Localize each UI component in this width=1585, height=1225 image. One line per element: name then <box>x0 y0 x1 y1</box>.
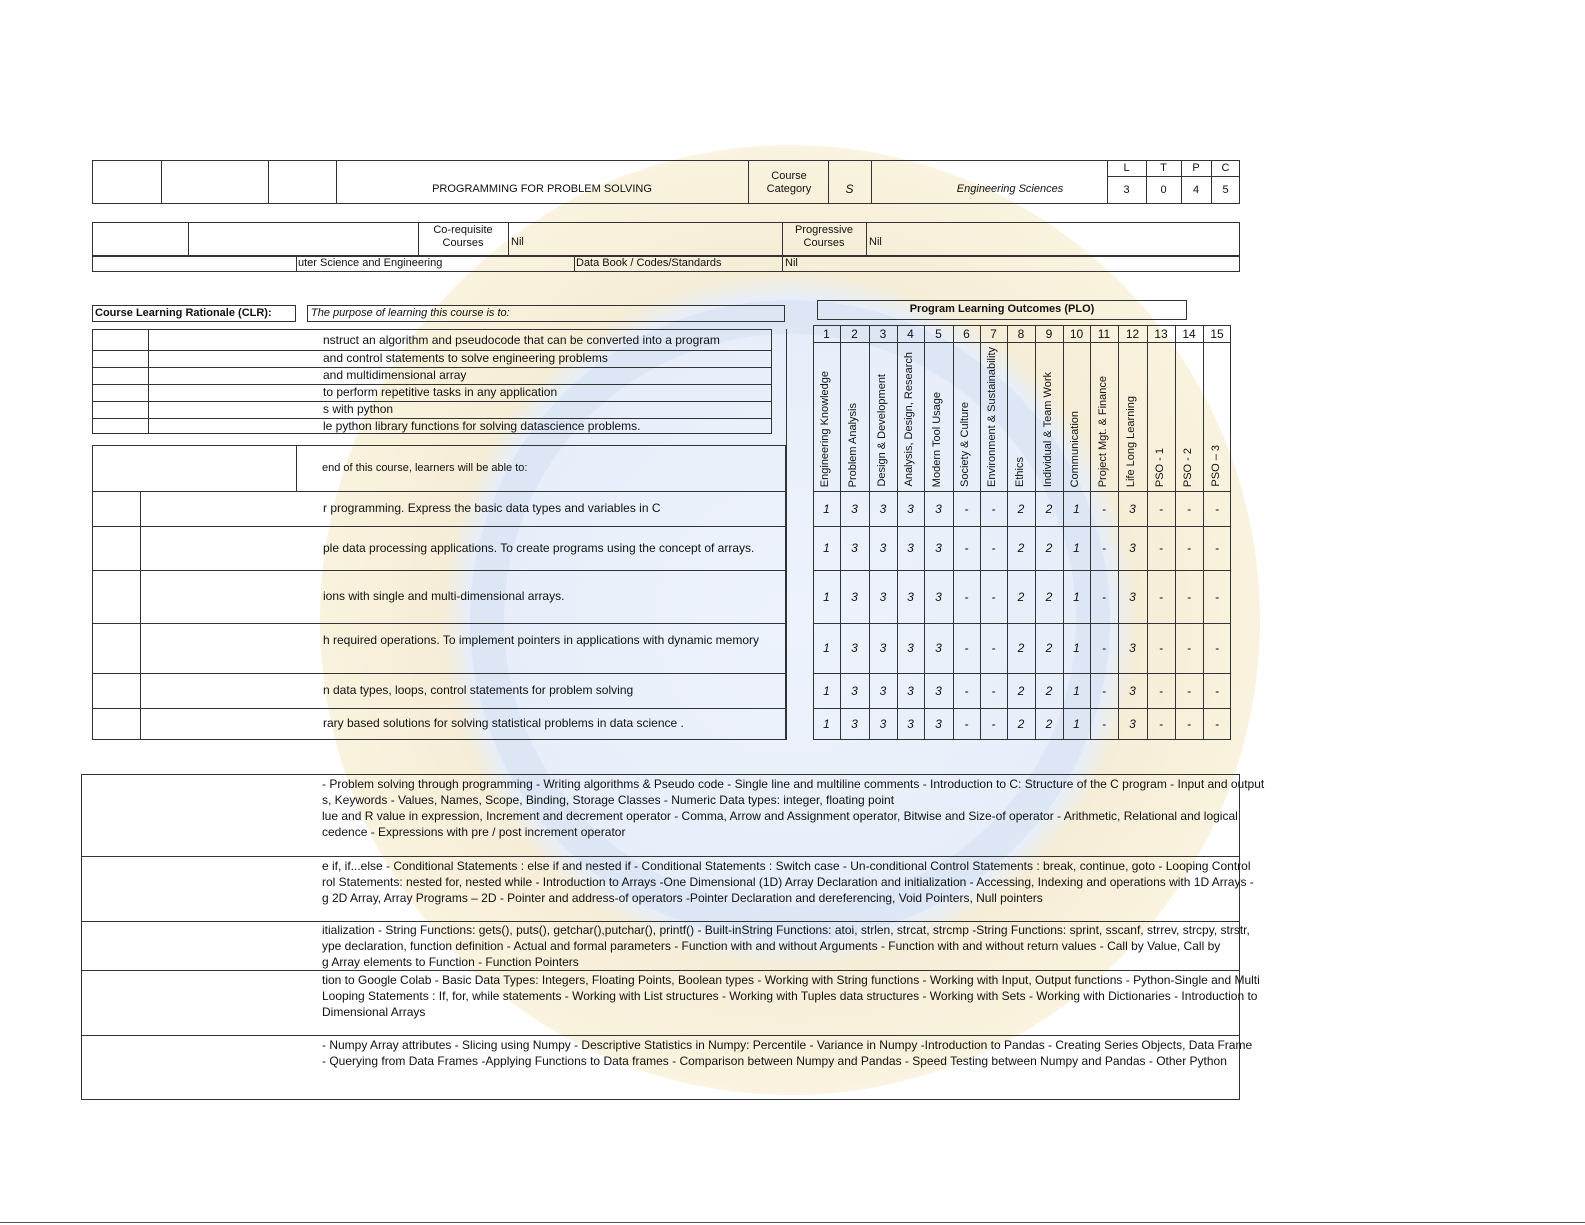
plo-cell: 2 <box>1017 683 1025 698</box>
plo-number: 8 <box>1017 327 1025 341</box>
plo-outcome-label: PSO - 1 <box>1154 447 1166 487</box>
plo-cell: 1 <box>823 501 830 516</box>
prerequisite-table <box>92 222 1240 256</box>
plo-cell: - <box>1187 641 1191 655</box>
databook-value: Nil <box>785 257 798 269</box>
plo-cell: 3 <box>907 683 914 698</box>
ltpc-label-p: P <box>1192 162 1200 174</box>
clr-item: le python library functions for solving datascience problems. <box>323 419 641 433</box>
plo-number: 13 <box>1154 327 1168 341</box>
plo-outcome-label: Environment & Sustainability <box>986 346 998 487</box>
plo-number: 10 <box>1069 327 1084 341</box>
plo-cell: - <box>1159 541 1163 555</box>
plo-number: 14 <box>1182 327 1196 341</box>
clo-item: h required operations. To implement pointers in applications with dynamic memory <box>323 633 759 647</box>
plo-outcome-label: Individual & Team Work <box>1042 371 1054 487</box>
plo-cell: 3 <box>851 717 858 731</box>
ltpc-label-t: T <box>1160 162 1167 174</box>
plo-number: 5 <box>935 327 942 341</box>
plo-cell: 3 <box>879 683 887 698</box>
plo-number: 11 <box>1097 327 1111 341</box>
plo-cell: 1 <box>1073 589 1080 604</box>
plo-outcome-label: Life Long Learning <box>1125 395 1137 487</box>
plo-cell: 1 <box>1073 641 1080 655</box>
plo-cell: 3 <box>851 589 858 604</box>
plo-cell: 1 <box>1073 501 1080 516</box>
plo-cell: 3 <box>1129 589 1136 604</box>
unit-line: ype declaration, function definition - Actual and formal parameters - Function with and without Arguments - Function with and without return values - Call by Value, Call by <box>322 939 1221 953</box>
plo-outcome-label: Engineering Knowledge <box>819 370 831 487</box>
plo-cell: - <box>1215 717 1219 731</box>
unit-line: Dimensional Arrays <box>322 1005 426 1019</box>
plo-cell: 3 <box>935 717 942 731</box>
plo-cell: 2 <box>1045 641 1053 655</box>
plo-cell: 3 <box>851 683 858 698</box>
plo-cell: - <box>1187 541 1191 555</box>
plo-cell: - <box>1159 589 1163 604</box>
course-category-label: Course Category <box>766 170 812 195</box>
plo-cell: 3 <box>935 589 942 604</box>
plo-number: 1 <box>823 327 830 341</box>
page-bottom-rule <box>0 1222 1585 1223</box>
plo-cell: 2 <box>1045 683 1053 698</box>
plo-cell: 3 <box>879 641 887 655</box>
plo-cell: - <box>1215 541 1219 555</box>
plo-cell: - <box>1102 683 1106 698</box>
plo-cell: - <box>964 683 969 698</box>
plo-number: 6 <box>963 327 970 341</box>
progressive-value: Nil <box>869 236 882 248</box>
plo-cell: 1 <box>1073 541 1080 555</box>
plo-cell: - <box>1102 589 1106 604</box>
plo-outcome-label: Design & Development <box>876 374 888 487</box>
plo-cell: 3 <box>1129 501 1136 516</box>
plo-cell: 2 <box>1045 717 1053 731</box>
plo-cell: 3 <box>935 683 942 698</box>
plo-cell: 2 <box>1045 541 1053 555</box>
unit-line: s, Keywords - Values, Names, Scope, Binding, Storage Classes - Numeric Data types: integer, floating point <box>322 793 895 807</box>
section-divider <box>786 329 787 740</box>
plo-cell: - <box>991 501 996 516</box>
plo-number: 7 <box>990 327 997 341</box>
ltpc-value-c: 5 <box>1222 184 1229 196</box>
plo-cell: - <box>964 717 969 731</box>
unit-line: lue and R value in expression, Increment and decrement operator - Comma, Arrow and Assignment operator, Bitwise and Size-of operator - Arithmetic, Relational and logical <box>322 809 1238 823</box>
plo-cell: 3 <box>1129 541 1136 555</box>
clr-item: and control statements to solve engineering problems <box>323 351 608 365</box>
plo-number: 2 <box>851 327 858 341</box>
plo-cell: - <box>1159 717 1163 731</box>
plo-cell: - <box>991 541 996 555</box>
plo-cell: 3 <box>935 541 942 555</box>
plo-cell: 3 <box>1129 683 1136 698</box>
plo-cell: 2 <box>1045 501 1053 516</box>
plo-outcome-label: PSO - 2 <box>1182 447 1194 487</box>
unit-line: Looping Statements : If, for, while statements - Working with List structures - Working with Tuples data structures - Working with Sets - Working with Dictionaries - Introduction to <box>322 989 1258 1003</box>
plo-cell: 3 <box>879 501 887 516</box>
plo-title: Program Learning Outcomes (PLO) <box>909 303 1095 315</box>
plo-cell: - <box>991 589 996 604</box>
ltpc-value-l: 3 <box>1123 184 1130 196</box>
unit-line: rol Statements: nested for, nested while - Introduction to Arrays -One Dimensional (1D) Array Declaration and initialization - Accessing, Indexing and operations with 1D Arrays - <box>322 875 1254 889</box>
plo-number: 9 <box>1045 327 1053 341</box>
plo-cell: 3 <box>907 717 914 731</box>
ltpc-value-t: 0 <box>1160 184 1167 196</box>
clo-item: r programming. Express the basic data types and variables in C <box>323 501 661 515</box>
plo-cell: 3 <box>907 589 914 604</box>
ltpc-label-l: L <box>1123 162 1130 174</box>
clo-item: n data types, loops, control statements for problem solving <box>323 683 634 697</box>
clr-title: Course Learning Rationale (CLR): <box>95 307 272 319</box>
plo-cell: 3 <box>879 589 887 604</box>
plo-cell: - <box>1159 683 1163 698</box>
plo-cell: 3 <box>935 641 942 655</box>
plo-cell: 3 <box>1129 641 1136 655</box>
course-header-table <box>92 160 1240 204</box>
plo-cell: - <box>1215 641 1219 655</box>
clr-item: s with python <box>323 402 394 416</box>
plo-cell: 3 <box>851 641 858 655</box>
plo-cell: 2 <box>1017 501 1025 516</box>
progressive-label: Progressive Courses <box>794 224 854 249</box>
plo-outcome-label: Project Mgt. & Finance <box>1097 375 1109 487</box>
plo-cell: 1 <box>823 683 830 698</box>
clo-item: ions with single and multi-dimensional arrays. <box>323 589 565 603</box>
plo-cell: - <box>1187 717 1191 731</box>
databook-label: Data Book / Codes/Standards <box>576 257 722 269</box>
plo-outcome-label: Society & Culture <box>959 402 971 487</box>
plo-cell: - <box>991 641 996 655</box>
plo-cell: - <box>1187 683 1191 698</box>
plo-cell: - <box>991 683 996 698</box>
plo-cell: - <box>964 589 969 604</box>
plo-outcome-label: Modern Tool Usage <box>931 391 943 487</box>
plo-cell: 2 <box>1017 717 1025 731</box>
unit-line: tion to Google Colab - Basic Data Types: Integers, Floating Points, Boolean types - Working with String functions - Working with Input, Output functions - Python-Single and Multi <box>322 973 1260 987</box>
plo-number: 4 <box>907 327 914 341</box>
plo-cell: - <box>991 717 996 731</box>
plo-cell: 2 <box>1017 641 1025 655</box>
plo-cell: - <box>1102 641 1106 655</box>
plo-cell: 3 <box>1129 717 1136 731</box>
department-name: uter Science and Engineering <box>298 257 443 269</box>
plo-cell: 3 <box>879 717 887 731</box>
corequisite-value: Nil <box>511 236 524 248</box>
plo-outcome-label: Problem Analysis <box>847 402 859 487</box>
plo-cell: 1 <box>1073 717 1080 731</box>
clr-item: to perform repetitive tasks in any application <box>323 385 558 399</box>
plo-cell: 2 <box>1045 589 1053 604</box>
plo-outcome-label: PSO – 3 <box>1210 445 1222 487</box>
clo-item: ple data processing applications. To create programs using the concept of arrays. <box>323 541 755 555</box>
unit-line: g Array elements to Function - Function Pointers <box>322 955 579 969</box>
unit-line: e if, if...else - Conditional Statements : else if and nested if - Conditional Statements : Switch case - Un-conditional Control Statements : break, continue, goto - Looping Control <box>322 859 1251 873</box>
plo-cell: 1 <box>823 641 830 655</box>
plo-cell: 1 <box>823 541 830 555</box>
plo-number: 3 <box>879 327 887 341</box>
unit-line: itialization - String Functions: gets(), puts(), getchar(),putchar(), printf() - Built-inString Functions: atoi, strlen, strcat, strcmp -String Functions: sprint, sscanf, strrev, strcpy, strstr, <box>322 923 1250 937</box>
plo-outcome-label: Analysis, Design, Research <box>903 352 915 487</box>
plo-cell: - <box>1159 501 1163 516</box>
plo-cell: - <box>1215 683 1219 698</box>
plo-cell: - <box>1159 641 1163 655</box>
ltpc-value-p: 4 <box>1192 184 1200 196</box>
clr-item: nstruct an algorithm and pseudocode that can be converted into a program <box>323 333 720 347</box>
plo-cell: - <box>1215 501 1219 516</box>
plo-cell: 3 <box>907 501 914 516</box>
plo-cell: 3 <box>907 641 914 655</box>
plo-cell: 1 <box>823 717 830 731</box>
plo-cell: 3 <box>907 541 914 555</box>
plo-cell: 3 <box>851 501 858 516</box>
plo-cell: - <box>1187 589 1191 604</box>
plo-cell: - <box>1102 717 1106 731</box>
plo-cell: 1 <box>1073 683 1080 698</box>
plo-cell: 3 <box>935 501 942 516</box>
unit-line: - Problem solving through programming - Writing algorithms & Pseudo code - Single line and multiline comments - Introduction to C: Structure of the C program - Input and output <box>322 777 1265 791</box>
plo-cell: - <box>1102 501 1106 516</box>
plo-cell: - <box>1215 589 1219 604</box>
clr-item: and multidimensional array <box>323 368 467 382</box>
plo-cell: 1 <box>823 589 830 604</box>
plo-cell: 3 <box>879 541 887 555</box>
plo-cell: 2 <box>1017 541 1025 555</box>
clr-purpose: The purpose of learning this course is to: <box>311 307 510 319</box>
plo-cell: 2 <box>1017 589 1025 604</box>
plo-number: 15 <box>1210 327 1224 341</box>
unit-line: - Numpy Array attributes - Slicing using Numpy - Descriptive Statistics in Numpy: Percentile - Variance in Numpy -Introduction to Pandas - Creating Series Objects, Data Frame <box>322 1038 1253 1052</box>
plo-cell: - <box>964 501 969 516</box>
plo-outcome-label: Communication <box>1069 410 1081 487</box>
plo-cell: - <box>1187 501 1191 516</box>
course-category-name: Engineering Sciences <box>956 183 1064 195</box>
plo-cell: 3 <box>851 541 858 555</box>
plo-number: 12 <box>1125 327 1140 341</box>
clo-intro: end of this course, learners will be able to: <box>322 462 528 474</box>
corequisite-label: Co-requisite Courses <box>433 224 493 249</box>
ltpc-label-c: C <box>1221 162 1230 174</box>
plo-cell: - <box>964 541 969 555</box>
clo-item: rary based solutions for solving statistical problems in data science . <box>323 716 684 730</box>
course-category-code: S <box>845 182 854 196</box>
course-title: PROGRAMMING FOR PROBLEM SOLVING <box>432 183 652 195</box>
plo-cell: - <box>964 641 969 655</box>
unit-line: - Querying from Data Frames -Applying Functions to Data frames - Comparison between Numpy and Pandas - Speed Testing between Numpy and Pandas - Other Python <box>322 1054 1227 1068</box>
unit-line: g 2D Array, Array Programs – 2D - Pointer and address-of operators -Pointer Declaration and dereferencing, Void Pointers, Null pointers <box>322 891 1043 905</box>
unit-line: cedence - Expressions with pre / post increment operator <box>322 825 626 839</box>
plo-cell: - <box>1102 541 1106 555</box>
plo-outcome-label: Ethics <box>1014 457 1026 487</box>
